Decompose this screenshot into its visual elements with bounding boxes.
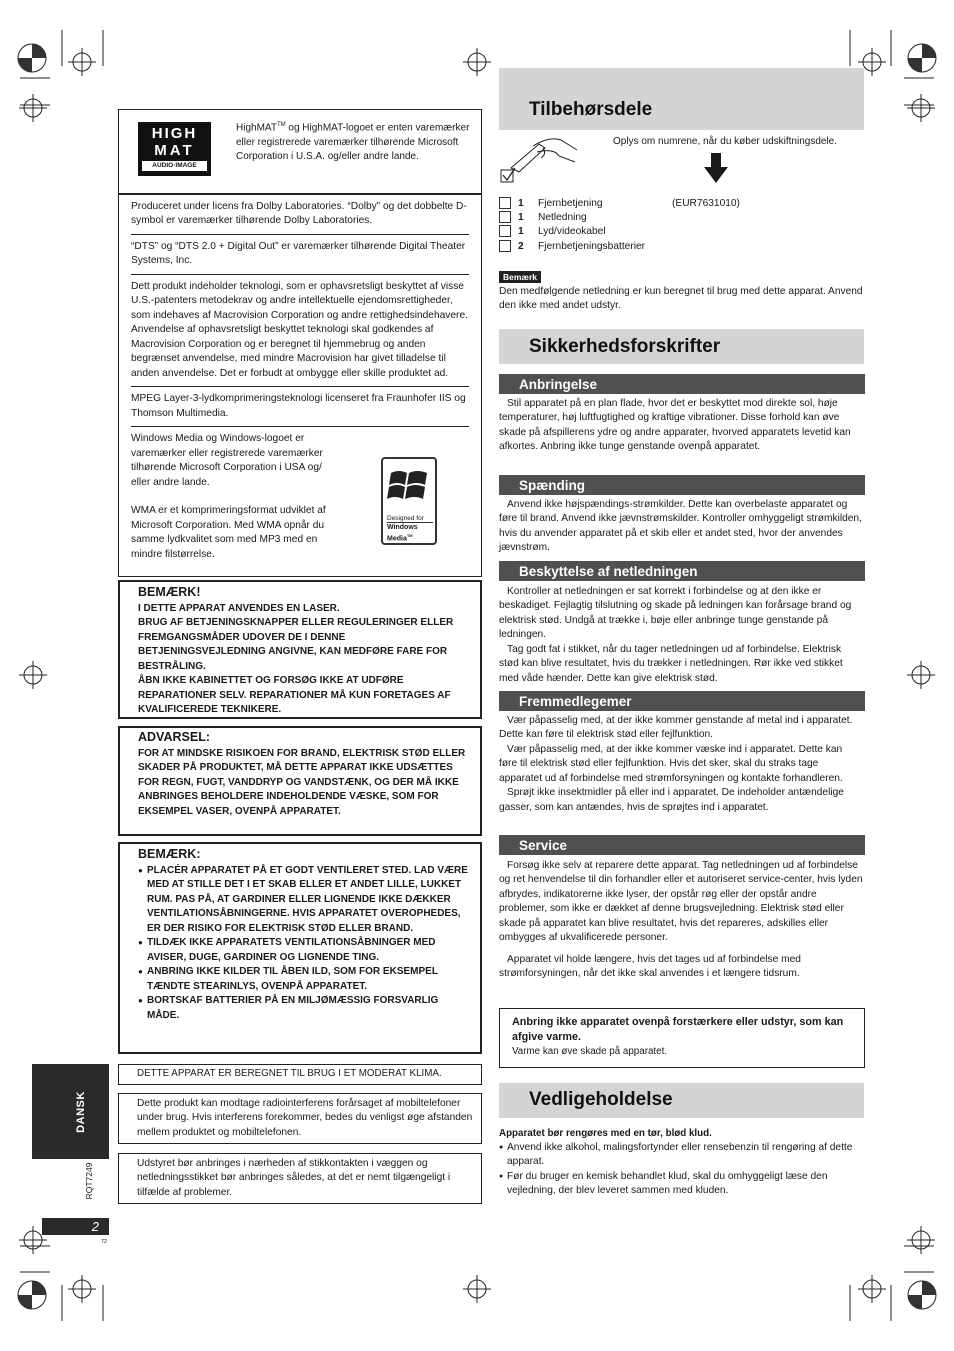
ventilation-warning-box xyxy=(118,842,482,1054)
checkbox-icon xyxy=(499,240,511,252)
divider xyxy=(131,386,469,387)
accessories-title: Tilbehørsdele xyxy=(529,99,653,120)
accessory-name: Netledning xyxy=(538,212,587,223)
highmat-box xyxy=(118,109,482,194)
highmat-text xyxy=(236,121,478,164)
page-number: 2 xyxy=(91,1219,99,1234)
wm-logo-tm: TM xyxy=(406,533,413,539)
highmat-logo-line3: AUDIO·IMAGE xyxy=(142,161,207,171)
maintenance-title: Vedligeholdelse xyxy=(529,1089,673,1110)
arrow-down-graphic xyxy=(704,153,728,183)
laser-warning-line: I DETTE APPARAT ANVENDES EN LASER. xyxy=(138,602,340,614)
voltage-text: Anvend ikke højspændings-strømkilder. Dette kan overbelaste apparatet og føre til brand. Anvend ikke jævnstrømskilder. Kontroller omhyggeligt strømkilden, hvis du anvender apparatet på et skib eller et andet sted, hvor der anvendes jævnstrøm. xyxy=(499,499,862,554)
cord-paragraph: Tag godt fat i stikket, når du tager netledningen ud af forbindelse. Elektrisk stød kan blive resultatet, hvis du trækker i netledningen. Rør ikke ved stikket med våde hænder. Dette kan give elektrisk stød. xyxy=(499,643,843,684)
accessory-name: Lyd/videokabel xyxy=(538,226,606,237)
foreign-header xyxy=(499,691,865,711)
placement-text: Stil apparatet på en plan flade, hvor det er beskyttet mod direkte sol, høje temperaturer, høj luftfugtighed og kraftige vibrationer. Disse forhold kan øve skade på afspillerens ydre og andre apparater, hvorved apparatets levetid kan afkortes. Anbring ikke tunge genstande ovenpå apparatet. xyxy=(499,398,851,453)
small-code: 72 xyxy=(101,1239,108,1245)
pen-hand-icon xyxy=(499,134,581,189)
down-arrow-icon xyxy=(704,153,728,188)
accessory-qty: 1 xyxy=(518,212,524,223)
laser-warning-line: BRUG AF BETJENINGSKNAPPER ELLER REGULERINGER ELLER FREMGANGSMÅDER UDOVER DE I DENNE BETJENINGSVEJLEDNING ANGIVNE, KAN MEDFØRE FARE FOR BESTRÅLING. xyxy=(138,617,454,672)
foreign-paragraph: Vær påpasselig med, at der ikke kommer væske ind i apparatet. Dette kan føre til elektrisk stød eller fejlfunktion. Hvis det sker, skal du straks tage apparatet ud af forbindelse med strømforsyningen og kontakte forhandleren. xyxy=(499,743,843,784)
ventilation-warning-list xyxy=(138,864,470,1024)
laser-warning-box xyxy=(118,580,482,719)
accessory-item xyxy=(499,225,606,239)
service-header xyxy=(499,835,865,855)
ventilation-warning-title: BEMÆRK: xyxy=(138,847,201,861)
safety-title: Sikkerhedsforskrifter xyxy=(529,336,721,357)
divider xyxy=(131,234,469,235)
checkbox-icon xyxy=(499,225,511,237)
highmat-tm: TM xyxy=(276,122,286,128)
maintenance-intro: Apparatet bør rengøres med en tør, blød klud. xyxy=(499,1128,712,1139)
windows-media-logo xyxy=(381,457,437,545)
moisture-warning-text: FOR AT MINDSKE RISIKOEN FOR BRAND, ELEKTRISK STØD ELLER SKADER PÅ PRODUKTET, MÅ DETTE APPARAT IKKE UDSÆTTES FOR REGN, FUGT, VANDDRYP OG VANDSTÆNK, OG DER MÅ IKKE ANBRINGES BEHOLDERE INDEHOLDENDE VÆSKE, SOM FOR EKSEMPEL VASER, OVENPÅ APPARATET. xyxy=(138,747,466,817)
accessory-item xyxy=(499,197,740,211)
highmat-logo-line1: HIGH xyxy=(151,125,198,142)
cord-paragraph: Kontroller at netledningen er sat korrekt i forbindelse og at den ikke er beskadiget. Fejlagtig tilslutning og skade på ledningen kan forårsage brand og elektrisk stød. Undgå at trække i, bøje eller anbringe tunge genstande på ledningen. xyxy=(499,586,852,641)
foreign-title: Fremmedlegemer xyxy=(519,694,632,709)
accessory-code: (EUR7631010) xyxy=(672,198,740,209)
doc-code: RQT7249 xyxy=(83,1162,94,1200)
accessory-qty: 1 xyxy=(518,226,524,237)
checkbox-icon xyxy=(499,211,511,223)
mobile-interference-box xyxy=(118,1093,482,1144)
laser-warning-line: ÅBN IKKE KABINETTET OG FORSØG IKKE AT UDFØRE REPARATIONER SELV. REPARATIONER MÅ KUN FORETAGES AF KVALIFICEREDE TEKNIKERE. xyxy=(138,675,451,716)
dts-license: “DTS” og “DTS 2.0 + Digital Out” er varemærker tilhørende Digital Theater Systems, Inc. xyxy=(131,240,466,267)
accessory-name: Fjernbetjeningsbatterier xyxy=(538,241,646,252)
wm-logo-media: Media xyxy=(387,535,407,543)
maintenance-list xyxy=(499,1141,863,1199)
wm-logo-designed: Designed for xyxy=(387,515,424,523)
accessories-header xyxy=(499,68,864,130)
macrovision-license: Dett produkt indeholder teknologi, som er ophavsretsligt beskyttet af visse U.S.-patenters metodekrav og andre intellektuelle ejendomsrettigheder, som indehaves af Macrovision Corporation og andre rettighedsindehavere. Anvendelse af ophavsretsligt beskyttet teknologi skal godkendes af Macrovision Corporation og er beregnet til hjemmebrug og anden begrænset anvendelse, med mindre Macrovision har givet tilladelse til anden anvendelse. Det er forbudt at ombygge eller skille produktet ad. xyxy=(131,280,468,379)
cord-header xyxy=(499,561,865,581)
outlet-text: Udstyret bør anbringes i nærheden af stikkontakten i væggen og netledningsstikket bør anbringes således, at det er nemt tilgængeligt i tilfælde af problemer. xyxy=(137,1158,451,1198)
cord-title: Beskyttelse af netledningen xyxy=(519,564,698,579)
outlet-box xyxy=(118,1153,482,1204)
moisture-warning-title: ADVARSEL: xyxy=(138,730,210,744)
ventilation-warning-item: ● TILDÆK IKKE APPARATETS VENTILATIONSÅBNINGER MED AVISER, DUGE, GARDINER OG LIGNENDE TING. xyxy=(138,936,470,965)
divider xyxy=(131,274,469,275)
wm-logo-windows: Windows xyxy=(387,524,418,532)
amplifier-warning-text: Varme kan øve skade på apparatet. xyxy=(512,1046,668,1058)
language-tab xyxy=(32,1064,109,1159)
amplifier-warning-box xyxy=(499,1008,865,1068)
highmat-logo-line2: MAT xyxy=(154,142,195,159)
cord-text xyxy=(499,585,863,686)
note-badge: Bemærk xyxy=(499,271,541,283)
service-paragraph: Apparatet vil holde længere, hvis det tages ud af forbindelse med strømforsyningen, når det ikke skal anvendes i et længere tidsrum. xyxy=(499,953,801,980)
accessory-item xyxy=(499,211,587,225)
service-title: Service xyxy=(519,838,568,853)
voltage-title: Spænding xyxy=(519,478,585,493)
voltage-header xyxy=(499,475,865,495)
maintenance-item: ● Før du bruger en kemisk behandlet klud, skal du omhyggeligt læse den vejledning, der blev leveret sammen med kluden. xyxy=(499,1170,863,1199)
ventilation-warning-item: ● PLACÉR APPARATET PÅ ET GODT VENTILERET STED. LAD VÆRE MED AT STILLE DET I ET SKAB ELLER ET ANDET LILLE, LUKKET RUM. PAS PÅ, AT GARDINER ELLER LIGNENDE IKKE DÆKKER VENTILATIONSÅBNINGERNE. HVIS APPARATET OVEROPHEDES, ER DER RISIKO FOR ELEKTRISK STØD ELLER BRAND. xyxy=(138,864,470,937)
foreign-text xyxy=(499,714,863,815)
laser-warning-title: BEMÆRK! xyxy=(138,585,201,599)
placement-header xyxy=(499,374,865,394)
accessory-name: Fjernbetjening xyxy=(538,198,603,209)
note-badge-text: Den medfølgende netledning er kun beregnet til brug med dette apparat. Anvend den ikke med andet udstyr. xyxy=(499,286,863,312)
ventilation-warning-item: ● BORTSKAF BATTERIER PÅ EN MILJØMÆSSIG FORSVARLIG MÅDE. xyxy=(138,994,470,1023)
ventilation-warning-item: ● ANBRING IKKE KILDER TIL ÅBEN ILD, SOM FOR EKSEMPEL TÆNDTE STEARINLYS, OVENPÅ APPARATET. xyxy=(138,965,470,994)
climate-text: DETTE APPARAT ER BEREGNET TIL BRUG I ET MODERAT KLIMA. xyxy=(137,1068,442,1079)
accessory-item xyxy=(499,240,646,254)
climate-box xyxy=(118,1064,482,1085)
maintenance-content xyxy=(499,1127,863,1199)
accessories-note: Oplys om numrene, når du køber udskiftningsdele. xyxy=(613,136,837,147)
mobile-interference-text: Dette produkt kan modtage radiointerferens forårsaget af mobiltelefoner under brug. Hvis interferens forekommer, bedes du venligst øge afstanden mellem produktet og mobiltelefonen. xyxy=(137,1098,473,1138)
placement-title: Anbringelse xyxy=(519,377,598,392)
foreign-paragraph: Sprøjt ikke insektmidler på eller ind i apparatet. De indeholder antændelige gasser, som kan antændes, hvis de sprøjtes ind i apparatet. xyxy=(499,787,844,813)
hand-writing-icon xyxy=(499,134,581,189)
language-tab-label: DANSK xyxy=(75,1091,88,1133)
accessory-qty: 2 xyxy=(518,241,524,252)
foreign-paragraph: Vær påpasselig med, at der ikke kommer genstande af metal ind i apparatet. Dette kan føre til elektrisk stød eller fejlfunktion. xyxy=(499,715,853,741)
checkbox-icon xyxy=(499,197,511,209)
highmat-text-b: og HighMAT-logoet er enten varemærker eller registrerede varemærker tilhørende Microsoft Corporation i U.S.A. og/eller andre lande. xyxy=(236,122,470,162)
wma-description: WMA er et komprimeringsformat udviklet af Microsoft Corporation. Med WMA opnår du samme lydkvalitet som med MP3 med en mindre filstørrelse. xyxy=(131,505,326,560)
windows-media-trademark: Windows Media og Windows-logoet er varemærker eller registrerede varemærker tilhørende Microsoft Corporation i USA og/ eller andre lande. xyxy=(131,433,323,488)
divider xyxy=(131,426,469,427)
highmat-logo xyxy=(138,122,211,176)
highmat-text-a: HighMAT xyxy=(236,122,277,134)
page-number-bar xyxy=(42,1218,109,1235)
amplifier-warning-title: Anbring ikke apparatet ovenpå forstærkere eller udstyr, som kan afgive varme. xyxy=(512,1016,844,1044)
service-paragraph: Forsøg ikke selv at reparere dette apparat. Tag netledningen ud af forbindelse og ret henvendelse til din forhandler eller et autoriseret service-center, hvis lyden afbrydes, indikatorerne ikke lyser, der opstår røg eller der opstår andre problemer, som ikke er dækket af denne brugsvejledning. Elektrisk stød eller skade på apparatet kan blive resultatet, hvis det repareres, adskilles eller ombygges af ukvalificerede personer. xyxy=(499,860,863,944)
mpeg-license: MPEG Layer-3-lydkomprimeringsteknologi licenseret fra Fraunhofer IIS og Thomson Multimedia. xyxy=(131,393,466,419)
windows-flag-icon xyxy=(383,463,435,511)
maintenance-header xyxy=(499,1083,864,1118)
service-text xyxy=(499,859,863,982)
safety-header xyxy=(499,329,864,364)
maintenance-item: ● Anvend ikke alkohol, malingsfortynder eller rensebenzin til rengøring af dette apparat. xyxy=(499,1141,863,1170)
moisture-warning-box xyxy=(118,726,482,836)
accessory-qty: 1 xyxy=(518,198,524,209)
licenses-box xyxy=(118,194,482,577)
dolby-license: Produceret under licens fra Dolby Laboratories. “Dolby” og det dobbelte D-symbol er varemærker tilhørende Dolby Laboratories. xyxy=(131,201,467,227)
